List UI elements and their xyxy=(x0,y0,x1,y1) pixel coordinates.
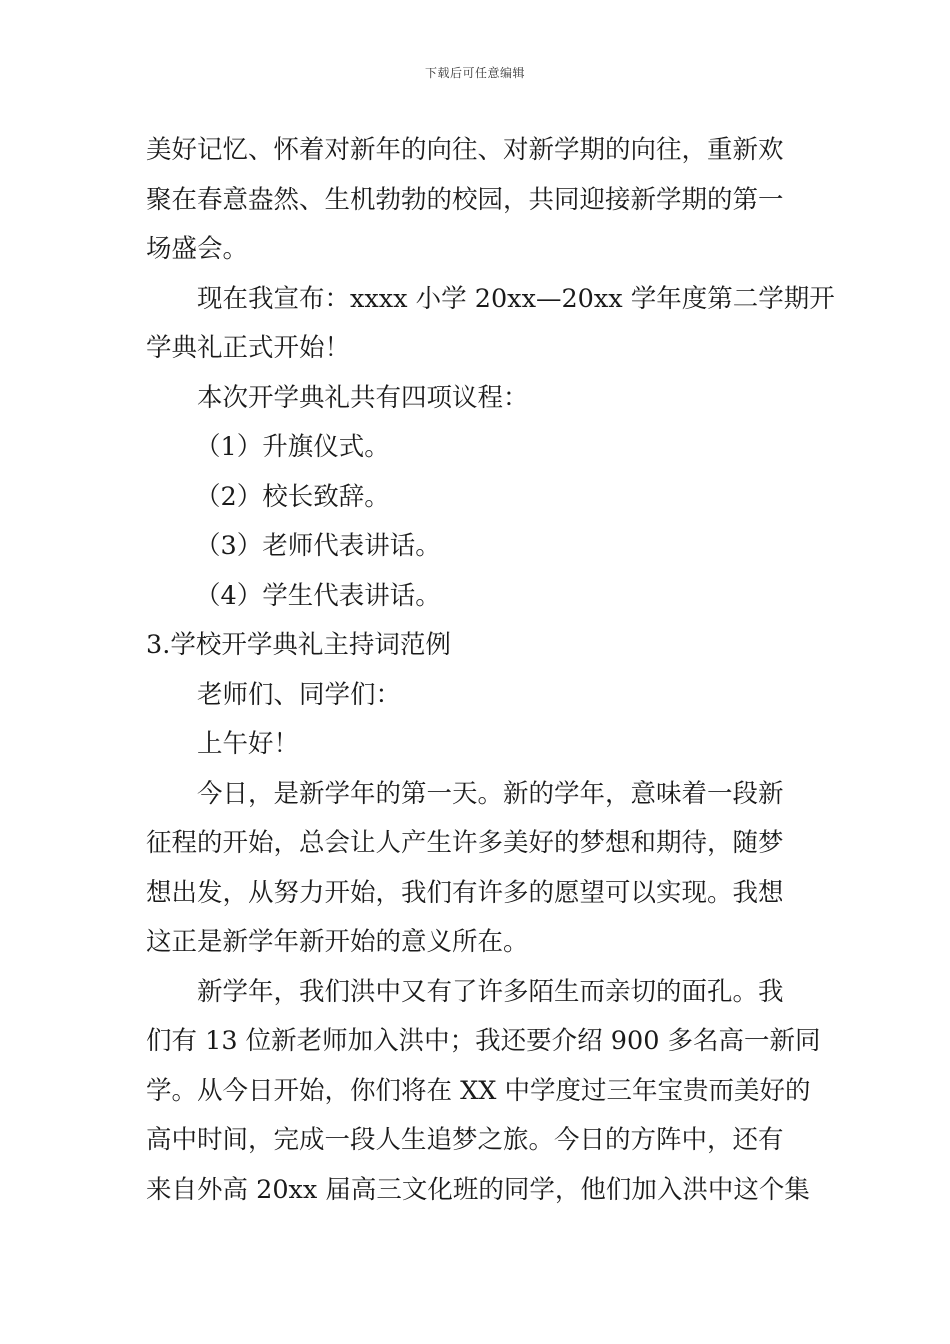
agenda-item: （1）升旗仪式。 xyxy=(195,432,390,462)
agenda-item: （2）校长致辞。 xyxy=(195,481,390,512)
text-line: 征程的开始，总会让人产生许多美好的梦想和期待，随梦 xyxy=(146,828,784,858)
document-body xyxy=(146,126,835,1215)
text-line: 今日，是新学年的第一天。新的学年，意味着一段新 xyxy=(197,778,784,809)
text-line: 上午好！ xyxy=(197,729,300,759)
page-header: 下载后可任意编辑 xyxy=(424,66,525,80)
section-heading: 3.学校开学典礼主持词范例 xyxy=(146,630,451,660)
text-line: 场盛会。 xyxy=(146,234,249,264)
text-line: 高中时间，完成一段人生追梦之旅。今日的方阵中，还有 xyxy=(146,1125,784,1155)
text-line: 美好记忆、怀着对新年的向往、对新学期的向往，重新欢 xyxy=(146,135,784,165)
agenda-item: （3）老师代表讲话。 xyxy=(195,531,441,561)
agenda-item: （4）学生代表讲话。 xyxy=(195,580,441,611)
text-line: 聚在春意盎然、生机勃勃的校园，共同迎接新学期的第一 xyxy=(146,184,784,215)
text-line: 想出发，从努力开始，我们有许多的愿望可以实现。我想 xyxy=(146,877,784,908)
text-line: 这正是新学年新开始的意义所在。 xyxy=(146,927,529,957)
text-line: 学典礼正式开始！ xyxy=(146,333,351,363)
text-line: 新学年，我们洪中又有了许多陌生而亲切的面孔。我 xyxy=(197,976,784,1007)
text-line: 老师们、同学们： xyxy=(197,679,402,710)
text-line: 们有 13 位新老师加入洪中；我还要介绍 900 多名高一新同 xyxy=(146,1026,821,1056)
text-line: 现在我宣布：xxxx 小学 20xx—20xx 学年度第二学期开 xyxy=(197,283,835,314)
text-line: 来自外高 20xx 届高三文化班的同学，他们加入洪中这个集 xyxy=(146,1174,810,1205)
text-line: 本次开学典礼共有四项议程： xyxy=(197,382,529,413)
text-line: 学。从今日开始，你们将在 XX 中学度过三年宝贵而美好的 xyxy=(146,1075,811,1106)
